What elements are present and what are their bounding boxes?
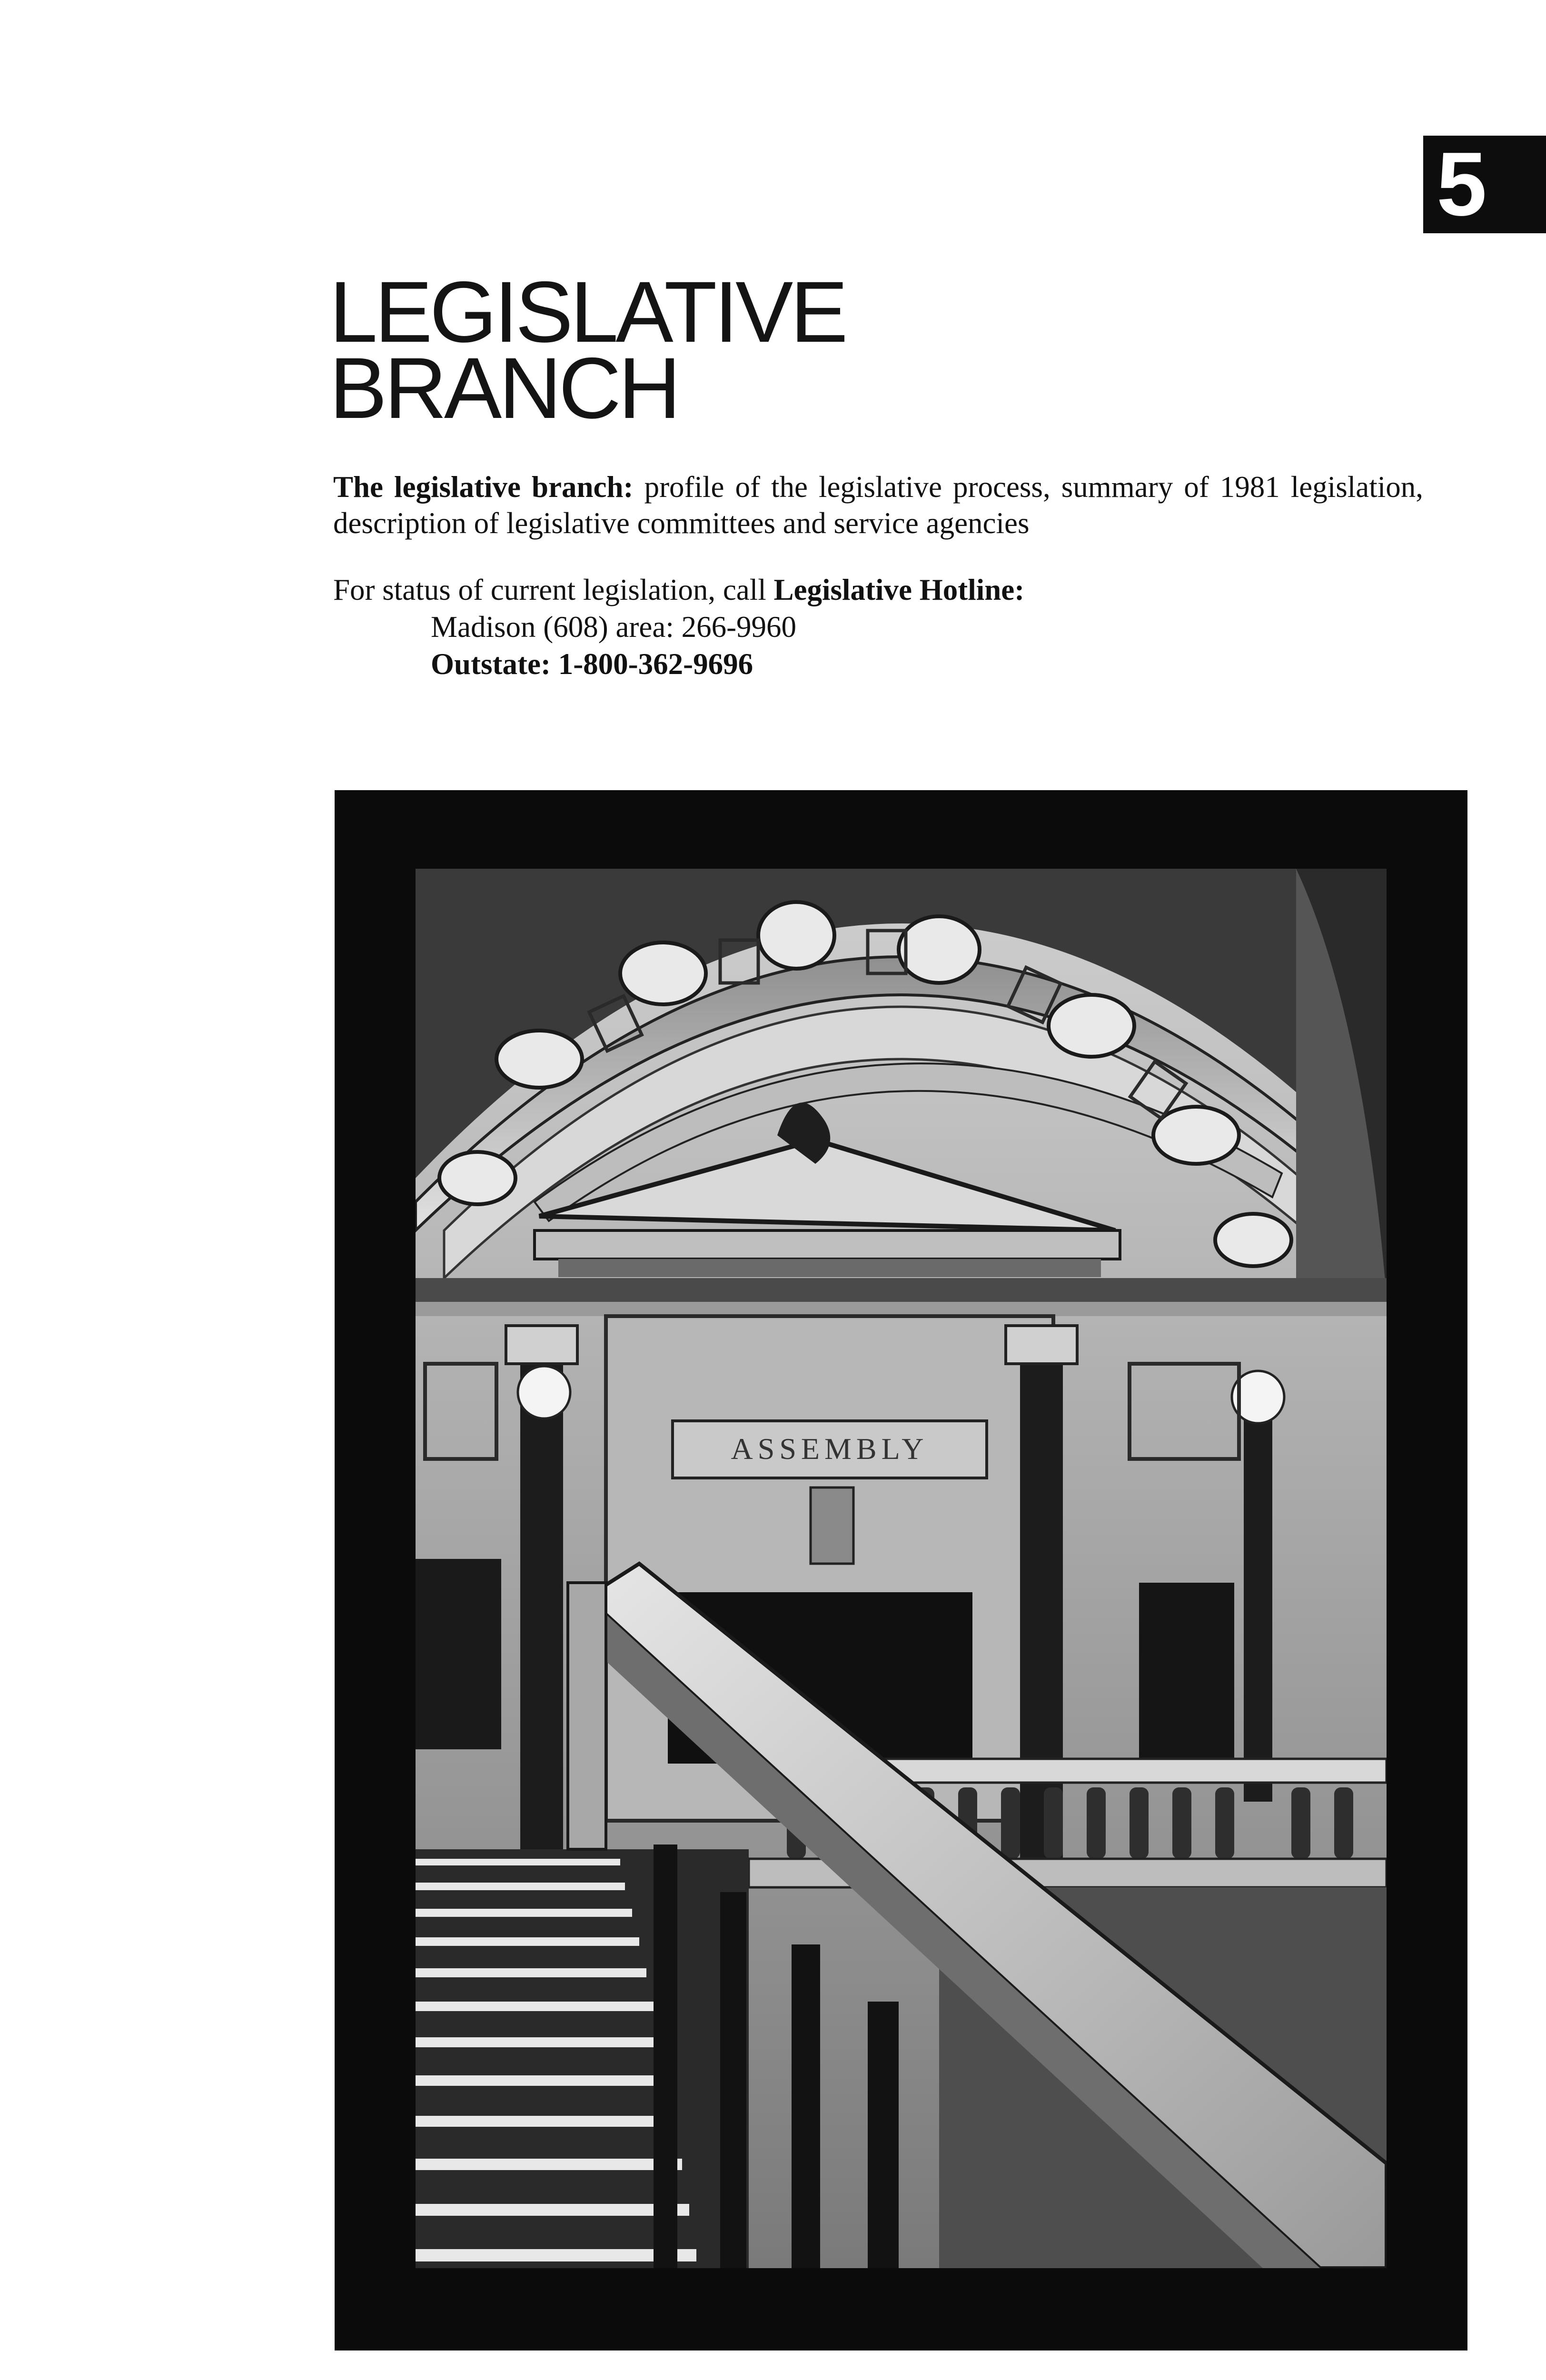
hotline-lead-text: For status of current legislation, call: [333, 573, 774, 606]
hotline-lead-bold: Legislative Hotline:: [773, 573, 1025, 606]
intro-text: profile of the legislative process, summary of 1981 legislation, description of legislative committees and service agencies: [333, 470, 1423, 540]
capitol-staircase-photo: [416, 869, 1387, 2268]
intro-paragraph: [333, 469, 1423, 541]
photo-frame: [335, 790, 1467, 2350]
chapter-number-tab: 5: [1423, 136, 1546, 233]
page-title: [329, 263, 845, 436]
intro-bold-lead: The legislative branch:: [333, 470, 634, 504]
staircase-steps: [416, 1849, 749, 2268]
hotline-outstate-line: [333, 645, 1428, 683]
hotline-outstate: Outstate: 1-800-362-9696: [431, 647, 753, 681]
title-line-1: LEGISLATIVE: [329, 263, 845, 360]
hotline-lead: [333, 571, 1428, 608]
hotline-block: [333, 571, 1428, 683]
capitol-staircase-illustration: [416, 869, 1387, 2268]
hotline-madison: Madison (608) area: 266-9960: [431, 610, 797, 644]
title-line-2: BRANCH: [329, 339, 678, 436]
assembly-sign-text: ASSEMBLY: [731, 1432, 929, 1466]
